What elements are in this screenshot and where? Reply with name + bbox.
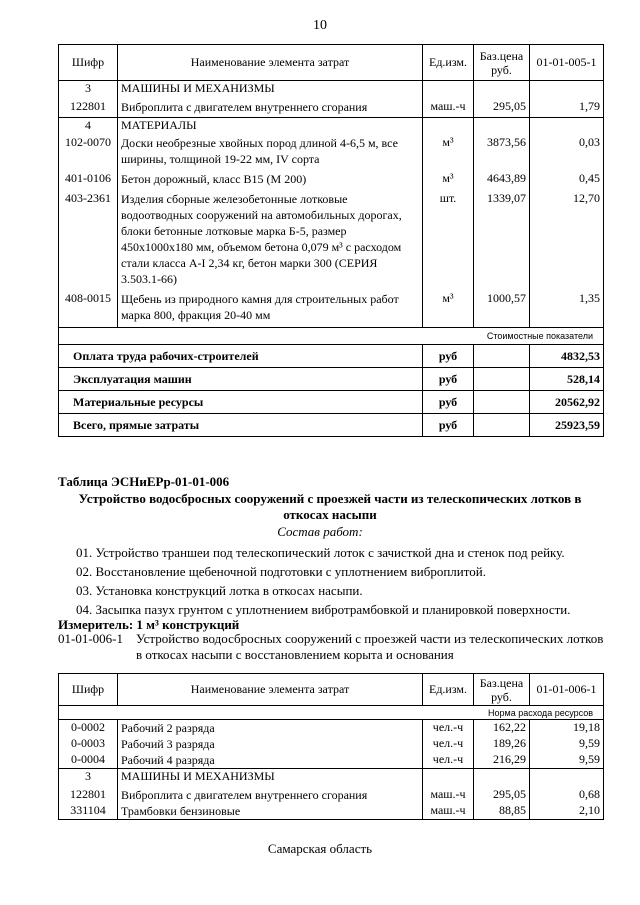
row-unit: маш.-ч <box>423 99 474 118</box>
section-row <box>59 81 604 99</box>
table-row <box>59 99 604 118</box>
row-name: Рабочий 2 разряда <box>118 720 423 737</box>
table-row <box>59 135 604 171</box>
row-unit: м³ <box>423 291 474 328</box>
row-unit: м³ <box>423 171 474 191</box>
table-row <box>59 787 604 803</box>
norm-label: Норма расхода ресурсов <box>488 707 593 718</box>
row-name: Доски необрезные хвойных пород длиной 4-6,5 м, все ширины, толщиной 19-22 мм, IV сорта <box>118 135 423 171</box>
summary-name: Материальные ресурсы <box>73 394 204 409</box>
summary-row <box>59 368 604 391</box>
table-row <box>59 803 604 820</box>
row-code: 102-0070 <box>65 135 111 149</box>
row-name: Бетон дорожный, класс В15 (М 200) <box>118 171 423 191</box>
summary-value: 4832,53 <box>530 345 604 368</box>
row-name: Виброплита с двигателем внутреннего сгорания <box>118 99 423 118</box>
table-header-row <box>59 45 604 81</box>
row-code: 331104 <box>70 802 106 817</box>
row-code: 0-0002 <box>71 720 105 734</box>
summary-row <box>59 345 604 368</box>
row-code: 403-2361 <box>65 191 111 205</box>
row-unit: шт. <box>423 191 474 291</box>
row-quantity: 1,79 <box>530 99 604 118</box>
row-unit: чел.-ч <box>423 736 474 752</box>
section-number: 4 <box>85 117 91 132</box>
summary-unit: руб <box>423 414 474 437</box>
row-code: 122801 <box>70 786 106 801</box>
row-price: 189,26 <box>474 736 530 752</box>
row-quantity: 2,10 <box>530 803 604 820</box>
table-row <box>59 752 604 769</box>
row-quantity: 19,18 <box>530 720 604 737</box>
header-price: Баз.цена руб. <box>474 674 530 706</box>
composition-title: Состав работ: <box>277 524 363 539</box>
summary-value: 25923,59 <box>530 414 604 437</box>
row-name: Рабочий 3 разряда <box>118 736 423 752</box>
row-quantity: 12,70 <box>530 191 604 291</box>
resource-table-1 <box>58 44 604 437</box>
row-code: 122801 <box>70 98 106 113</box>
work-item: 02. Восстановление щебеночной подготовки с уплотнением виброплитой. <box>76 564 486 579</box>
row-price: 3873,56 <box>474 135 530 171</box>
row-code: 401-0106 <box>65 171 111 185</box>
row-quantity: 1,35 <box>530 291 604 328</box>
row-price: 1000,57 <box>474 291 530 328</box>
row-code: 408-0015 <box>65 291 111 305</box>
row-quantity: 0,03 <box>530 135 604 171</box>
header-name: Наименование элемента затрат <box>118 674 423 706</box>
row-price: 1339,07 <box>474 191 530 291</box>
header-norm: 01-01-006-1 <box>530 674 604 706</box>
row-quantity: 9,59 <box>530 736 604 752</box>
header-unit: Ед.изм. <box>423 674 474 706</box>
row-unit: маш.-ч <box>423 803 474 820</box>
header-price: Баз.цена руб. <box>474 45 530 81</box>
item-description: Устройство водосбросных сооружений с проезжей части из телескопических лотков в откосах насыпи с восстановлением корыта и основания <box>136 631 604 662</box>
section-row <box>59 769 604 787</box>
table-header-row <box>59 674 604 706</box>
row-price: 216,29 <box>474 752 530 769</box>
summary-name: Эксплуатация машин <box>73 371 192 386</box>
norm-label-row <box>59 706 604 720</box>
resource-table-2 <box>58 673 604 820</box>
table-row <box>59 171 604 191</box>
header-code: Шифр <box>71 55 105 69</box>
cost-label-row <box>59 328 604 345</box>
row-price: 162,22 <box>474 720 530 737</box>
row-quantity: 0,68 <box>530 787 604 803</box>
summary-unit: руб <box>423 368 474 391</box>
summary-value: 20562,92 <box>530 391 604 414</box>
row-name: Виброплита с двигателем внутреннего сгорания <box>118 787 423 803</box>
cost-label: Стоимостные показатели <box>486 331 593 341</box>
section-number: 3 <box>85 81 91 95</box>
row-unit: м³ <box>423 135 474 171</box>
row-unit: чел.-ч <box>423 752 474 769</box>
work-item: 01. Устройство траншеи под телескопический лоток с зачисткой дна и стенок под рейку. <box>76 545 565 560</box>
table-row <box>59 720 604 737</box>
table-row <box>59 291 604 328</box>
summary-row <box>59 414 604 437</box>
section-title: МАТЕРИАЛЫ <box>118 117 423 135</box>
meter-label: Измеритель: 1 м³ конструкций <box>58 617 240 632</box>
works-list <box>76 543 571 619</box>
row-price: 295,05 <box>474 99 530 118</box>
row-code: 0-0004 <box>71 752 105 766</box>
section-row <box>59 117 604 135</box>
footer: Самарская область <box>267 841 373 856</box>
section-title: МАШИНЫ И МЕХАНИЗМЫ <box>118 81 423 99</box>
row-name: Изделия сборные железобетонные лотковые водоотводных сооружений на автомобильных дорогах, блоки бетонные лотковые марка Б-5, размер 450х1000х180 мм, объемом бетона 0,079 м³ с расходом стали класса А-I 2,34 кг, бетон марки 300 (СЕРИЯ 3.503.1-66) <box>118 191 423 291</box>
summary-name: Оплата труда рабочих-строителей <box>73 348 259 363</box>
table-subtitle: Устройство водосбросных сооружений с проезжей части из телескопических лотков в откосах насыпи <box>78 491 582 522</box>
row-price: 88,85 <box>474 803 530 820</box>
table-title: Таблица ЭСНиЕРр-01-01-006 <box>58 474 230 489</box>
section-number: 3 <box>85 769 91 783</box>
row-code: 0-0003 <box>71 736 105 750</box>
item-code: 01-01-006-1 <box>58 631 123 646</box>
summary-unit: руб <box>423 391 474 414</box>
summary-unit: руб <box>423 345 474 368</box>
row-quantity: 9,59 <box>530 752 604 769</box>
row-price: 295,05 <box>474 787 530 803</box>
row-name: Трамбовки бензиновые <box>118 803 423 820</box>
work-item: 04. Засыпка пазух грунтом с уплотнением вибротрамбовкой и планировкой поверхности. <box>76 602 571 617</box>
header-unit: Ед.изм. <box>423 45 474 81</box>
summary-row <box>59 391 604 414</box>
row-price: 4643,89 <box>474 171 530 191</box>
row-name: Рабочий 4 разряда <box>118 752 423 769</box>
row-unit: маш.-ч <box>423 787 474 803</box>
row-name: Щебень из природного камня для строительных работ марка 800, фракция 20-40 мм <box>118 291 423 328</box>
summary-name: Всего, прямые затраты <box>73 417 200 432</box>
page-number: 10 <box>313 18 327 33</box>
summary-value: 528,14 <box>530 368 604 391</box>
table-row <box>59 736 604 752</box>
row-quantity: 0,45 <box>530 171 604 191</box>
work-item: 03. Установка конструкций лотка в откосах насыпи. <box>76 583 363 598</box>
header-code: Шифр <box>71 682 105 696</box>
header-norm: 01-01-005-1 <box>530 45 604 81</box>
header-name: Наименование элемента затрат <box>118 45 423 81</box>
table-row <box>59 191 604 291</box>
row-unit: чел.-ч <box>423 720 474 737</box>
section-title: МАШИНЫ И МЕХАНИЗМЫ <box>118 769 423 787</box>
